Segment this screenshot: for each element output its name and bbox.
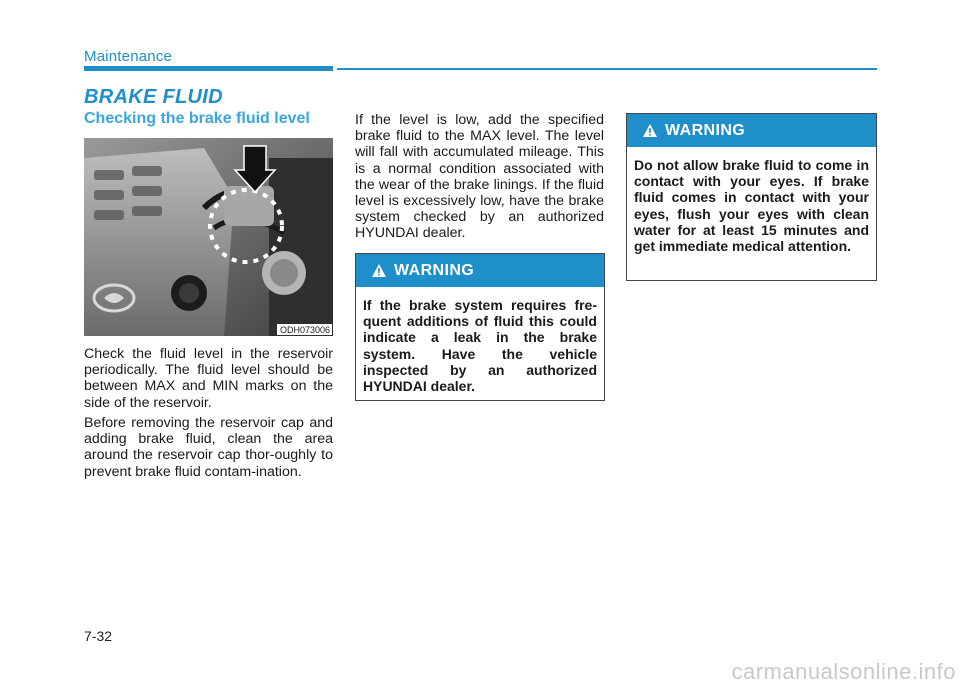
photo-caption: ODH073006 bbox=[277, 324, 332, 335]
page-title: BRAKE FLUID bbox=[84, 86, 223, 108]
engine-bay-illustration bbox=[84, 138, 333, 336]
body-paragraph: Before removing the reservoir cap and adding brake fluid, clean the area around the reservoir cap thor-oughly to prevent brake fluid contam-ination. bbox=[84, 415, 333, 480]
page-number: 7-32 bbox=[84, 628, 113, 644]
section-label: Maintenance bbox=[84, 48, 173, 65]
warning-header bbox=[627, 114, 876, 147]
section-subheading: Checking the brake fluid level bbox=[84, 110, 310, 127]
warning-text: Do not allow brake fluid to come in contact with your eyes. If brake fluid comes in contact with your eyes, flush your eyes with clean water for at least 15 minutes and get immediate medical attention. bbox=[634, 157, 869, 255]
body-paragraph: If the level is low, add the specified brake fluid to the MAX level. The level will fall with accumulated mileage. This is a normal condition associated with the wear of the brake linings. If the fluid level is excessively low, have the brake system checked by an authorized HYUNDAI dealer. bbox=[355, 112, 604, 242]
warning-text: If the brake system requires fre-quent additions of fluid this could indicate a leak in the brake system. Have the vehicle inspected by an authorized HYUNDAI dealer. bbox=[363, 297, 597, 395]
warning-box bbox=[626, 113, 877, 281]
header-rule-thin bbox=[337, 68, 877, 70]
watermark: carmanualsonline.info bbox=[731, 659, 956, 684]
engine-bay-photo bbox=[84, 138, 333, 336]
warning-triangle-icon bbox=[643, 124, 657, 137]
warning-title: WARNING bbox=[394, 261, 475, 279]
warning-triangle-icon bbox=[372, 264, 386, 277]
body-paragraph: Check the fluid level in the reservoir periodically. The fluid level should be between MAX and MIN marks on the side of the reservoir. bbox=[84, 346, 333, 411]
warning-title: WARNING bbox=[665, 121, 746, 139]
header-rule-thick bbox=[84, 66, 333, 71]
warning-header bbox=[356, 254, 604, 287]
warning-box bbox=[355, 253, 605, 401]
